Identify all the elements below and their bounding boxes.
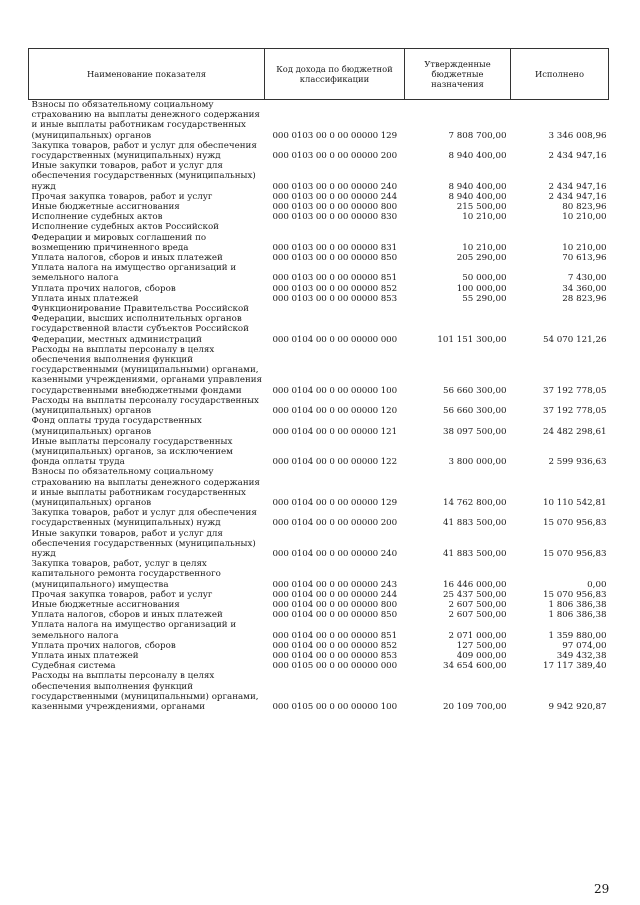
table-row — [29, 253, 609, 263]
row-indicator-name: Уплата иных платежей — [31, 293, 139, 304]
row-budget-code: 000 0104 00 0 00 00000 852 — [272, 640, 398, 651]
row-executed-amount: 17 117 389,40 — [542, 661, 607, 672]
row-approved-amount: 41 883 500,00 — [442, 548, 507, 559]
table-row — [29, 671, 609, 712]
table-row — [29, 641, 609, 651]
row-indicator-name: Исполнение судебных актов — [31, 212, 163, 223]
row-approved-amount: 3 800 000,00 — [448, 457, 507, 468]
row-budget-code: 000 0103 00 0 00 00000 240 — [272, 181, 398, 192]
row-budget-code: 000 0103 00 0 00 00000 853 — [272, 293, 398, 304]
row-approved-amount: 56 660 300,00 — [442, 406, 507, 417]
row-executed-amount: 10 210,00 — [562, 242, 607, 253]
row-budget-code: 000 0104 00 0 00 00000 121 — [272, 426, 398, 437]
row-approved-amount: 20 109 700,00 — [442, 701, 507, 712]
row-executed-amount: 24 482 298,61 — [542, 426, 607, 437]
table-row — [29, 202, 609, 212]
header-approved-appropriations: Утвержденные бюджетные назначения — [405, 49, 511, 100]
row-indicator-name: Прочая закупка товаров, работ и услуг — [31, 589, 213, 600]
row-indicator-name: Взносы по обязательному социальному страхованию на выплаты денежного содержания и иные выплаты работникам государственных (муниципальных) органов — [31, 467, 260, 508]
row-indicator-name: Взносы по обязательному социальному страхованию на выплаты денежного содержания и иные выплаты работникам государственных (муниципальных) органов — [31, 100, 260, 141]
row-approved-amount: 16 446 000,00 — [442, 579, 507, 590]
table-row — [29, 396, 609, 416]
table-row — [29, 651, 609, 661]
table-row — [29, 508, 609, 528]
table-row — [29, 590, 609, 600]
row-indicator-name: Прочая закупка товаров, работ и услуг — [31, 191, 213, 202]
header-budget-code: Код дохода по бюджетной классификации — [265, 49, 405, 100]
row-budget-code: 000 0103 00 0 00 00000 852 — [272, 283, 398, 294]
row-indicator-name: Иные закупки товаров, работ и услуг для обеспечения государственных (муниципальных) нужд — [31, 161, 256, 192]
row-budget-code: 000 0103 00 0 00 00000 200 — [272, 151, 398, 162]
table-row — [29, 284, 609, 294]
row-budget-code: 000 0103 00 0 00 00000 850 — [272, 253, 398, 264]
row-budget-code: 000 0104 00 0 00 00000 240 — [272, 548, 398, 559]
row-executed-amount: 3 346 008,96 — [548, 130, 607, 141]
row-approved-amount: 2 607 500,00 — [448, 599, 507, 610]
row-approved-amount: 25 437 500,00 — [442, 589, 507, 600]
row-executed-amount: 97 074,00 — [562, 640, 607, 651]
row-executed-amount: 70 613,96 — [562, 253, 607, 264]
row-executed-amount: 10 110 542,81 — [542, 497, 607, 508]
header-indicator-name: Наименование показателя — [29, 49, 265, 100]
table-row — [29, 661, 609, 671]
row-budget-code: 000 0103 00 0 00 00000 830 — [272, 212, 398, 223]
row-indicator-name: Фонд оплаты труда государственных (муниципальных) органов — [31, 416, 202, 437]
row-executed-amount: 28 823,96 — [562, 293, 607, 304]
row-budget-code: 000 0105 00 0 00 00000 100 — [272, 701, 398, 712]
row-approved-amount: 2 607 500,00 — [448, 610, 507, 621]
row-indicator-name: Иные закупки товаров, работ и услуг для обеспечения государственных (муниципальных) нужд — [31, 528, 256, 559]
row-approved-amount: 100 000,00 — [456, 283, 507, 294]
row-approved-amount: 34 654 600,00 — [442, 661, 507, 672]
row-approved-amount: 10 210,00 — [462, 242, 507, 253]
row-approved-amount: 8 940 400,00 — [448, 181, 507, 192]
row-executed-amount: 2 434 947,16 — [548, 181, 607, 192]
row-indicator-name: Уплата налогов, сборов и иных платежей — [31, 610, 223, 621]
row-budget-code: 000 0104 00 0 00 00000 244 — [272, 589, 398, 600]
table-row — [29, 610, 609, 620]
row-budget-code: 000 0104 00 0 00 00000 122 — [272, 457, 398, 468]
table-row — [29, 141, 609, 161]
table-body — [29, 100, 609, 713]
table-row — [29, 467, 609, 508]
row-executed-amount: 37 192 778,05 — [542, 406, 607, 417]
table-row — [29, 345, 609, 396]
table-row — [29, 222, 609, 253]
row-indicator-name: Расходы на выплаты персоналу государственных (муниципальных) органов — [31, 395, 259, 417]
header-executed: Исполнено — [511, 49, 609, 100]
row-budget-code: 000 0104 00 0 00 00000 851 — [272, 630, 398, 641]
table-row — [29, 600, 609, 610]
row-executed-amount: 1 806 386,38 — [548, 610, 607, 621]
table-header — [29, 49, 609, 100]
row-approved-amount: 205 290,00 — [456, 253, 507, 264]
table-row — [29, 620, 609, 640]
row-indicator-name: Иные выплаты персоналу государственных (муниципальных) органов, за исключением фонда оплаты труда — [31, 436, 233, 468]
table-row — [29, 161, 609, 192]
row-approved-amount: 14 762 800,00 — [442, 497, 507, 508]
row-indicator-name: Уплата налогов, сборов и иных платежей — [31, 253, 223, 264]
row-approved-amount: 38 097 500,00 — [442, 426, 507, 437]
table-row — [29, 529, 609, 560]
row-indicator-name: Закупка товаров, работ, услуг в целях капитального ремонта государственного (муниципального) имущества — [31, 559, 221, 590]
row-executed-amount: 1 359 880,00 — [548, 630, 607, 641]
table-row — [29, 263, 609, 283]
row-budget-code: 000 0104 00 0 00 00000 000 — [272, 334, 398, 345]
row-budget-code: 000 0104 00 0 00 00000 200 — [272, 518, 398, 529]
row-approved-amount: 41 883 500,00 — [442, 518, 507, 529]
row-indicator-name: Уплата налога на имущество организаций и земельного налога — [31, 263, 237, 284]
row-approved-amount: 7 808 700,00 — [448, 130, 507, 141]
row-budget-code: 000 0104 00 0 00 00000 800 — [272, 599, 398, 610]
budget-execution-table — [28, 48, 609, 712]
row-indicator-name: Уплата прочих налогов, сборов — [31, 283, 176, 294]
row-approved-amount: 10 210,00 — [462, 212, 507, 223]
table-row — [29, 437, 609, 468]
row-executed-amount: 9 942 920,87 — [548, 701, 607, 712]
table-row — [29, 416, 609, 436]
row-executed-amount: 2 434 947,16 — [548, 191, 607, 202]
row-indicator-name: Судебная система — [31, 661, 116, 672]
table-row — [29, 212, 609, 222]
row-budget-code: 000 0104 00 0 00 00000 100 — [272, 385, 398, 396]
row-executed-amount: 15 070 956,83 — [542, 518, 607, 529]
row-approved-amount: 8 940 400,00 — [448, 191, 507, 202]
page-number: 29 — [594, 882, 610, 896]
row-executed-amount: 349 432,38 — [556, 650, 607, 661]
row-budget-code: 000 0103 00 0 00 00000 244 — [272, 191, 398, 202]
row-approved-amount: 50 000,00 — [462, 273, 507, 284]
row-executed-amount: 37 192 778,05 — [542, 385, 607, 396]
row-budget-code: 000 0104 00 0 00 00000 850 — [272, 610, 398, 621]
row-budget-code: 000 0104 00 0 00 00000 243 — [272, 579, 398, 590]
table-row — [29, 294, 609, 304]
row-indicator-name: Расходы на выплаты персоналу в целях обеспечения выполнения функций государственными (муниципальными) органами, казенными учреждениями, органами управления государственными внебюджетными фондами — [31, 344, 263, 396]
row-executed-amount: 15 070 956,83 — [542, 548, 607, 559]
row-indicator-name: Уплата иных платежей — [31, 650, 139, 661]
row-indicator-name: Иные бюджетные ассигнования — [31, 202, 180, 213]
row-approved-amount: 56 660 300,00 — [442, 385, 507, 396]
row-approved-amount: 55 290,00 — [462, 293, 507, 304]
row-executed-amount: 54 070 121,26 — [542, 334, 607, 345]
row-executed-amount: 34 360,00 — [562, 283, 607, 294]
row-budget-code: 000 0103 00 0 00 00000 831 — [272, 242, 398, 253]
row-budget-code: 000 0104 00 0 00 00000 853 — [272, 650, 398, 661]
row-approved-amount: 215 500,00 — [456, 202, 507, 213]
row-approved-amount: 101 151 300,00 — [437, 334, 507, 345]
row-indicator-name: Функционирование Правительства Российской Федерации, высших исполнительных органов государственной власти субъектов Российской Федерации, местных администраций — [31, 304, 249, 345]
row-executed-amount: 15 070 956,83 — [542, 589, 607, 600]
table-row — [29, 100, 609, 141]
row-executed-amount: 1 806 386,38 — [548, 599, 607, 610]
row-executed-amount: 7 430,00 — [567, 273, 607, 284]
table-row — [29, 192, 609, 202]
row-executed-amount: 80 823,96 — [562, 202, 607, 213]
row-approved-amount: 409 000,00 — [456, 650, 507, 661]
row-executed-amount: 10 210,00 — [562, 212, 607, 223]
row-approved-amount: 8 940 400,00 — [448, 151, 507, 162]
row-indicator-name: Расходы на выплаты персоналу в целях обеспечения выполнения функций государственными (муниципальными) органами, казенными учреждениями, органами — [31, 671, 259, 712]
row-indicator-name: Уплата налога на имущество организаций и земельного налога — [31, 620, 237, 641]
table-row — [29, 559, 609, 590]
row-indicator-name: Иные бюджетные ассигнования — [31, 599, 180, 610]
row-budget-code: 000 0103 00 0 00 00000 129 — [272, 130, 398, 141]
row-executed-amount: 2 434 947,16 — [548, 151, 607, 162]
row-approved-amount: 127 500,00 — [456, 640, 507, 651]
row-budget-code: 000 0105 00 0 00 00000 000 — [272, 661, 398, 672]
row-approved-amount: 2 071 000,00 — [448, 630, 507, 641]
row-indicator-name: Исполнение судебных актов Российской Федерации и мировых соглашений по возмещению причиненного вреда — [31, 222, 219, 253]
row-indicator-name: Закупка товаров, работ и услуг для обеспечения государственных (муниципальных) нужд — [31, 508, 257, 529]
row-indicator-name: Закупка товаров, работ и услуг для обеспечения государственных (муниципальных) нужд — [31, 140, 257, 162]
row-budget-code: 000 0104 00 0 00 00000 129 — [272, 497, 398, 508]
table-row — [29, 304, 609, 345]
row-budget-code: 000 0103 00 0 00 00000 800 — [272, 202, 398, 213]
row-budget-code: 000 0103 00 0 00 00000 851 — [272, 273, 398, 284]
row-indicator-name: Уплата прочих налогов, сборов — [31, 640, 176, 651]
row-executed-amount: 2 599 936,63 — [548, 457, 607, 468]
row-budget-code: 000 0104 00 0 00 00000 120 — [272, 406, 398, 417]
row-executed-amount: 0,00 — [587, 579, 607, 590]
